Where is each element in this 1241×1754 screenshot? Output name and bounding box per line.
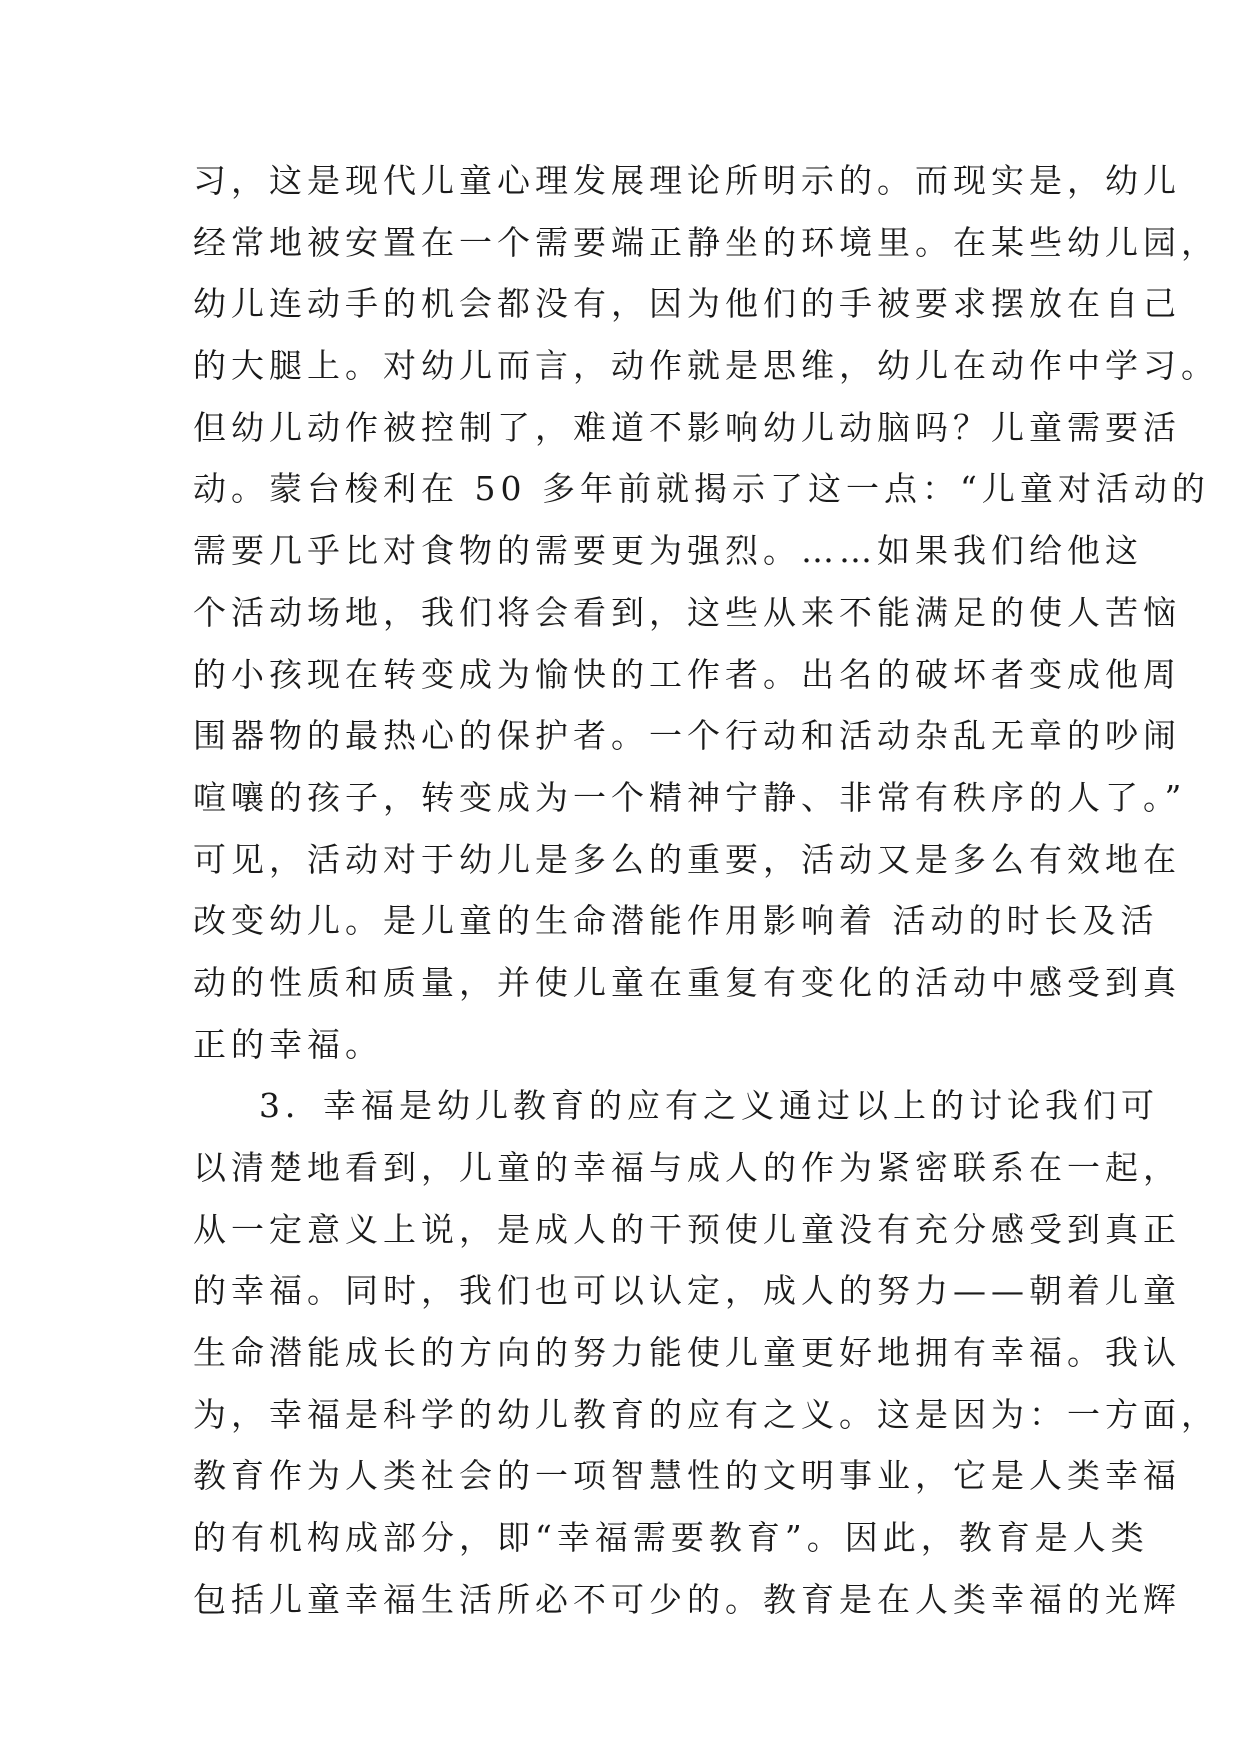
text-line: 生命潜能成长的方向的努力能使儿童更好地拥有幸福。我认 — [193, 1333, 1181, 1373]
text-line: 动的性质和质量，并使儿童在重复有变化的活动中感受到真 — [193, 962, 1181, 1002]
text-line: 围器物的最热心的保护者。一个行动和活动杂乱无章的吵闹 — [193, 716, 1181, 756]
text-line: 为，幸福是科学的幼儿教育的应有之义。这是因为：一方面， — [193, 1394, 1219, 1434]
text-line: 的幸福。同时，我们也可以认定，成人的努力——朝着儿童 — [193, 1271, 1181, 1311]
text-line: 改变幼儿。是儿童的生命潜能作用影响着 活动的时长及活 — [193, 901, 1159, 941]
text-line: 习，这是现代儿童心理发展理论所明示的。而现实是，幼儿 — [193, 161, 1181, 200]
text-line: 以清楚地看到，儿童的幸福与成人的作为紧密联系在一起， — [193, 1148, 1181, 1187]
text-line: 动。蒙台梭利在 50 多年前就揭示了这一点：“儿童对活动的 — [193, 469, 1210, 509]
text-line: 的有机构成部分，即“幸福需要教育”。因此，教育是人类 — [193, 1518, 1149, 1558]
text-line: 个活动场地，我们将会看到，这些从来不能满足的使人苦恼 — [193, 592, 1181, 632]
body-text — [193, 150, 1219, 1631]
text-line: 教育作为人类社会的一项智慧性的文明事业，它是人类幸福 — [193, 1456, 1181, 1496]
text-line: 幼儿连动手的机会都没有，因为他们的手被要求摆放在自己 — [193, 284, 1181, 324]
text-line: 包括儿童幸福生活所必不可少的。教育是在人类幸福的光辉 — [193, 1579, 1181, 1619]
text-line: 需要几乎比对食物的需要更为强烈。……如果我们给他这 — [193, 531, 1143, 571]
text-line: 喧嚷的孩子，转变成为一个精神宁静、非常有秩序的人了。” — [193, 777, 1187, 817]
text-line: 的大腿上。对幼儿而言，动作就是思维，幼儿在动作中学习。 — [193, 346, 1219, 386]
text-line: 的小孩现在转变成为愉快的工作者。出名的破坏者变成他周 — [193, 654, 1181, 694]
text-line: 从一定意义上说，是成人的干预使儿童没有充分感受到真正 — [193, 1209, 1181, 1249]
text-line: 正的幸福。 — [193, 1024, 383, 1064]
text-line: 经常地被安置在一个需要端正静坐的环境里。在某些幼儿园， — [193, 222, 1219, 262]
section-heading-line: 3．幸福是幼儿教育的应有之义通过以上的讨论我们可 — [259, 1086, 1159, 1126]
text-line: 可见，活动对于幼儿是多么的重要，活动又是多么有效地在 — [193, 839, 1181, 879]
text-line: 但幼儿动作被控制了，难道不影响幼儿动脑吗？儿童需要活 — [193, 407, 1181, 447]
